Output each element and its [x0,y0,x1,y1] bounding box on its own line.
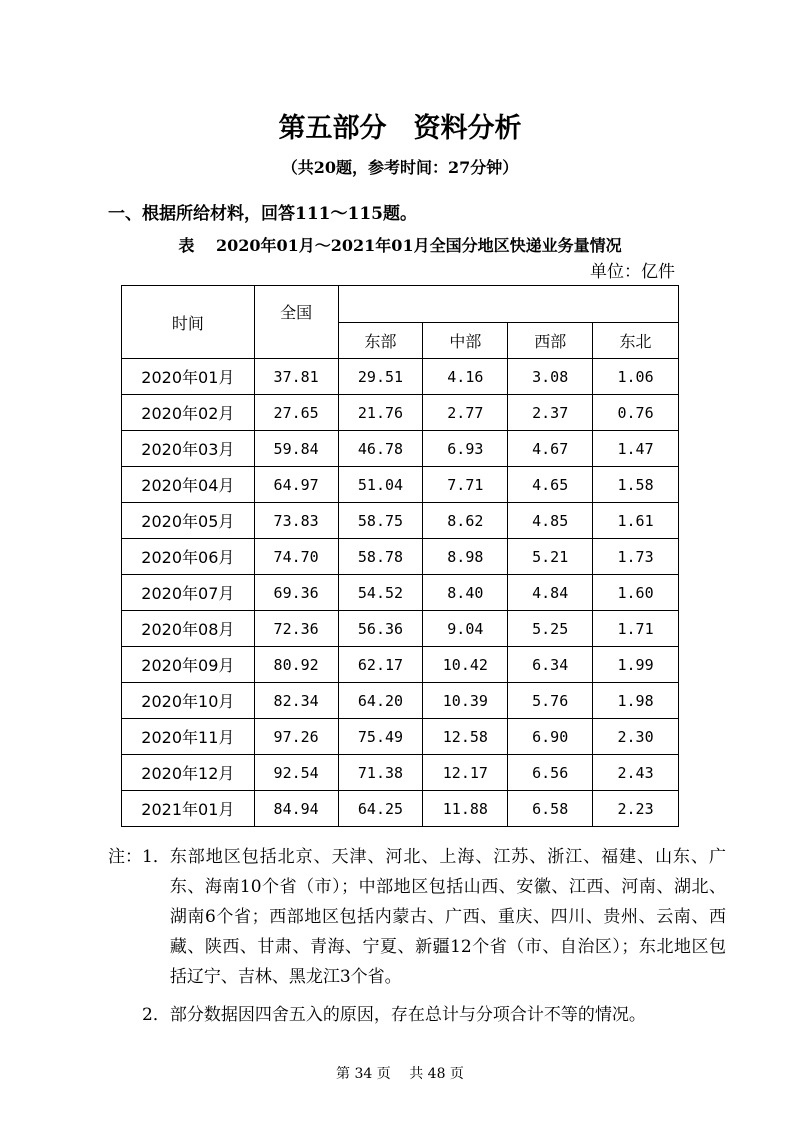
cell-east: 56.36 [338,611,423,647]
cell-central: 8.40 [423,575,508,611]
cell-time: 2021年01月 [122,791,255,827]
cell-northeast: 1.60 [593,575,679,611]
cell-national: 64.97 [254,467,338,503]
cell-national: 82.34 [254,683,338,719]
cell-national: 97.26 [254,719,338,755]
cell-time: 2020年07月 [122,575,255,611]
cell-central: 12.58 [423,719,508,755]
cell-west: 3.08 [508,359,593,395]
cell-central: 10.39 [423,683,508,719]
cell-east: 71.38 [338,755,423,791]
page-footer: 第 34 页 共 48 页 [336,1066,464,1082]
cell-east: 21.76 [338,395,423,431]
table-row [122,791,679,827]
cell-national: 69.36 [254,575,338,611]
cell-time: 2020年03月 [122,431,255,467]
cell-central: 7.71 [423,467,508,503]
header-region-east: 东部 [338,323,423,359]
express-volume-table [121,285,679,827]
table-row [122,575,679,611]
table-row [122,503,679,539]
cell-east: 46.78 [338,431,423,467]
cell-national: 92.54 [254,755,338,791]
cell-east: 54.52 [338,575,423,611]
notes [108,842,726,1030]
cell-northeast: 1.99 [593,647,679,683]
cell-east: 62.17 [338,647,423,683]
cell-west: 4.65 [508,467,593,503]
cell-national: 27.65 [254,395,338,431]
cell-west: 5.21 [508,539,593,575]
cell-northeast: 2.43 [593,755,679,791]
cell-west: 6.34 [508,647,593,683]
table-row [122,647,679,683]
table-row [122,431,679,467]
cell-northeast: 1.58 [593,467,679,503]
cell-west: 4.84 [508,575,593,611]
table-row [122,683,679,719]
cell-west: 5.25 [508,611,593,647]
cell-time: 2020年09月 [122,647,255,683]
note-1 [108,842,726,992]
note-2-number: 2． [142,1005,170,1025]
cell-national: 74.70 [254,539,338,575]
cell-national: 84.94 [254,791,338,827]
note-1-text: 东部地区包括北京、天津、河北、上海、江苏、浙江、福建、山东、广东、海南10个省（市）；中部地区包括山西、安徽、江西、河南、湖北、湖南6个省；西部地区包括内蒙古、广西、重庆、四川、贵州、云南、西藏、陕西、甘肃、青海、宁夏、新疆12个省（市、自治区）；东北地区包括辽宁、吉林、黑龙江3个省。 [169,847,726,987]
cell-central: 8.62 [423,503,508,539]
cell-northeast: 1.47 [593,431,679,467]
header-national: 全国 [254,286,338,359]
table-row [122,395,679,431]
cell-national: 37.81 [254,359,338,395]
cell-northeast: 1.73 [593,539,679,575]
table-row [122,611,679,647]
cell-time: 2020年01月 [122,359,255,395]
table-row [122,467,679,503]
cell-central: 9.04 [423,611,508,647]
note-2 [108,1000,726,1030]
cell-national: 80.92 [254,647,338,683]
cell-northeast: 1.61 [593,503,679,539]
cell-central: 2.77 [423,395,508,431]
cell-east: 64.25 [338,791,423,827]
table-row [122,539,679,575]
cell-time: 2020年12月 [122,755,255,791]
cell-time: 2020年04月 [122,467,255,503]
table-body [122,359,679,827]
cell-national: 72.36 [254,611,338,647]
table-caption: 表 2020年01月～2021年01月全国分地区快递业务量情况 [178,236,622,255]
page-subtitle: （共20题，参考时间：27分钟） [281,158,519,177]
cell-northeast: 1.98 [593,683,679,719]
cell-east: 75.49 [338,719,423,755]
cell-national: 59.84 [254,431,338,467]
page-title: 第五部分 资料分析 [278,113,522,144]
table-row [122,719,679,755]
cell-central: 12.17 [423,755,508,791]
section-heading: 一、根据所给材料，回答111～115题。 [108,204,417,224]
cell-west: 6.90 [508,719,593,755]
cell-national: 73.83 [254,503,338,539]
cell-west: 6.58 [508,791,593,827]
header-region-central: 中部 [423,323,508,359]
cell-time: 2020年05月 [122,503,255,539]
cell-east: 51.04 [338,467,423,503]
cell-northeast: 2.23 [593,791,679,827]
cell-central: 8.98 [423,539,508,575]
cell-northeast: 2.30 [593,719,679,755]
cell-west: 4.85 [508,503,593,539]
cell-central: 4.16 [423,359,508,395]
cell-time: 2020年06月 [122,539,255,575]
note-2-text: 部分数据因四舍五入的原因，存在总计与分项合计不等的情况。 [169,1005,646,1025]
note-1-number: 1． [142,847,170,867]
cell-time: 2020年10月 [122,683,255,719]
unit-label: 单位：亿件 [590,262,675,282]
cell-west: 2.37 [508,395,593,431]
cell-northeast: 1.71 [593,611,679,647]
cell-east: 29.51 [338,359,423,395]
cell-west: 4.67 [508,431,593,467]
cell-time: 2020年11月 [122,719,255,755]
header-region-northeast: 东北 [593,323,679,359]
table-row [122,359,679,395]
header-region-group [338,286,678,323]
cell-central: 10.42 [423,647,508,683]
cell-time: 2020年08月 [122,611,255,647]
cell-northeast: 1.06 [593,359,679,395]
cell-time: 2020年02月 [122,395,255,431]
cell-east: 58.78 [338,539,423,575]
cell-east: 64.20 [338,683,423,719]
cell-northeast: 0.76 [593,395,679,431]
cell-central: 11.88 [423,791,508,827]
header-region-west: 西部 [508,323,593,359]
header-time: 时间 [122,286,255,359]
table-row [122,755,679,791]
notes-prefix: 注： [108,847,142,867]
cell-west: 5.76 [508,683,593,719]
cell-east: 58.75 [338,503,423,539]
cell-west: 6.56 [508,755,593,791]
cell-central: 6.93 [423,431,508,467]
